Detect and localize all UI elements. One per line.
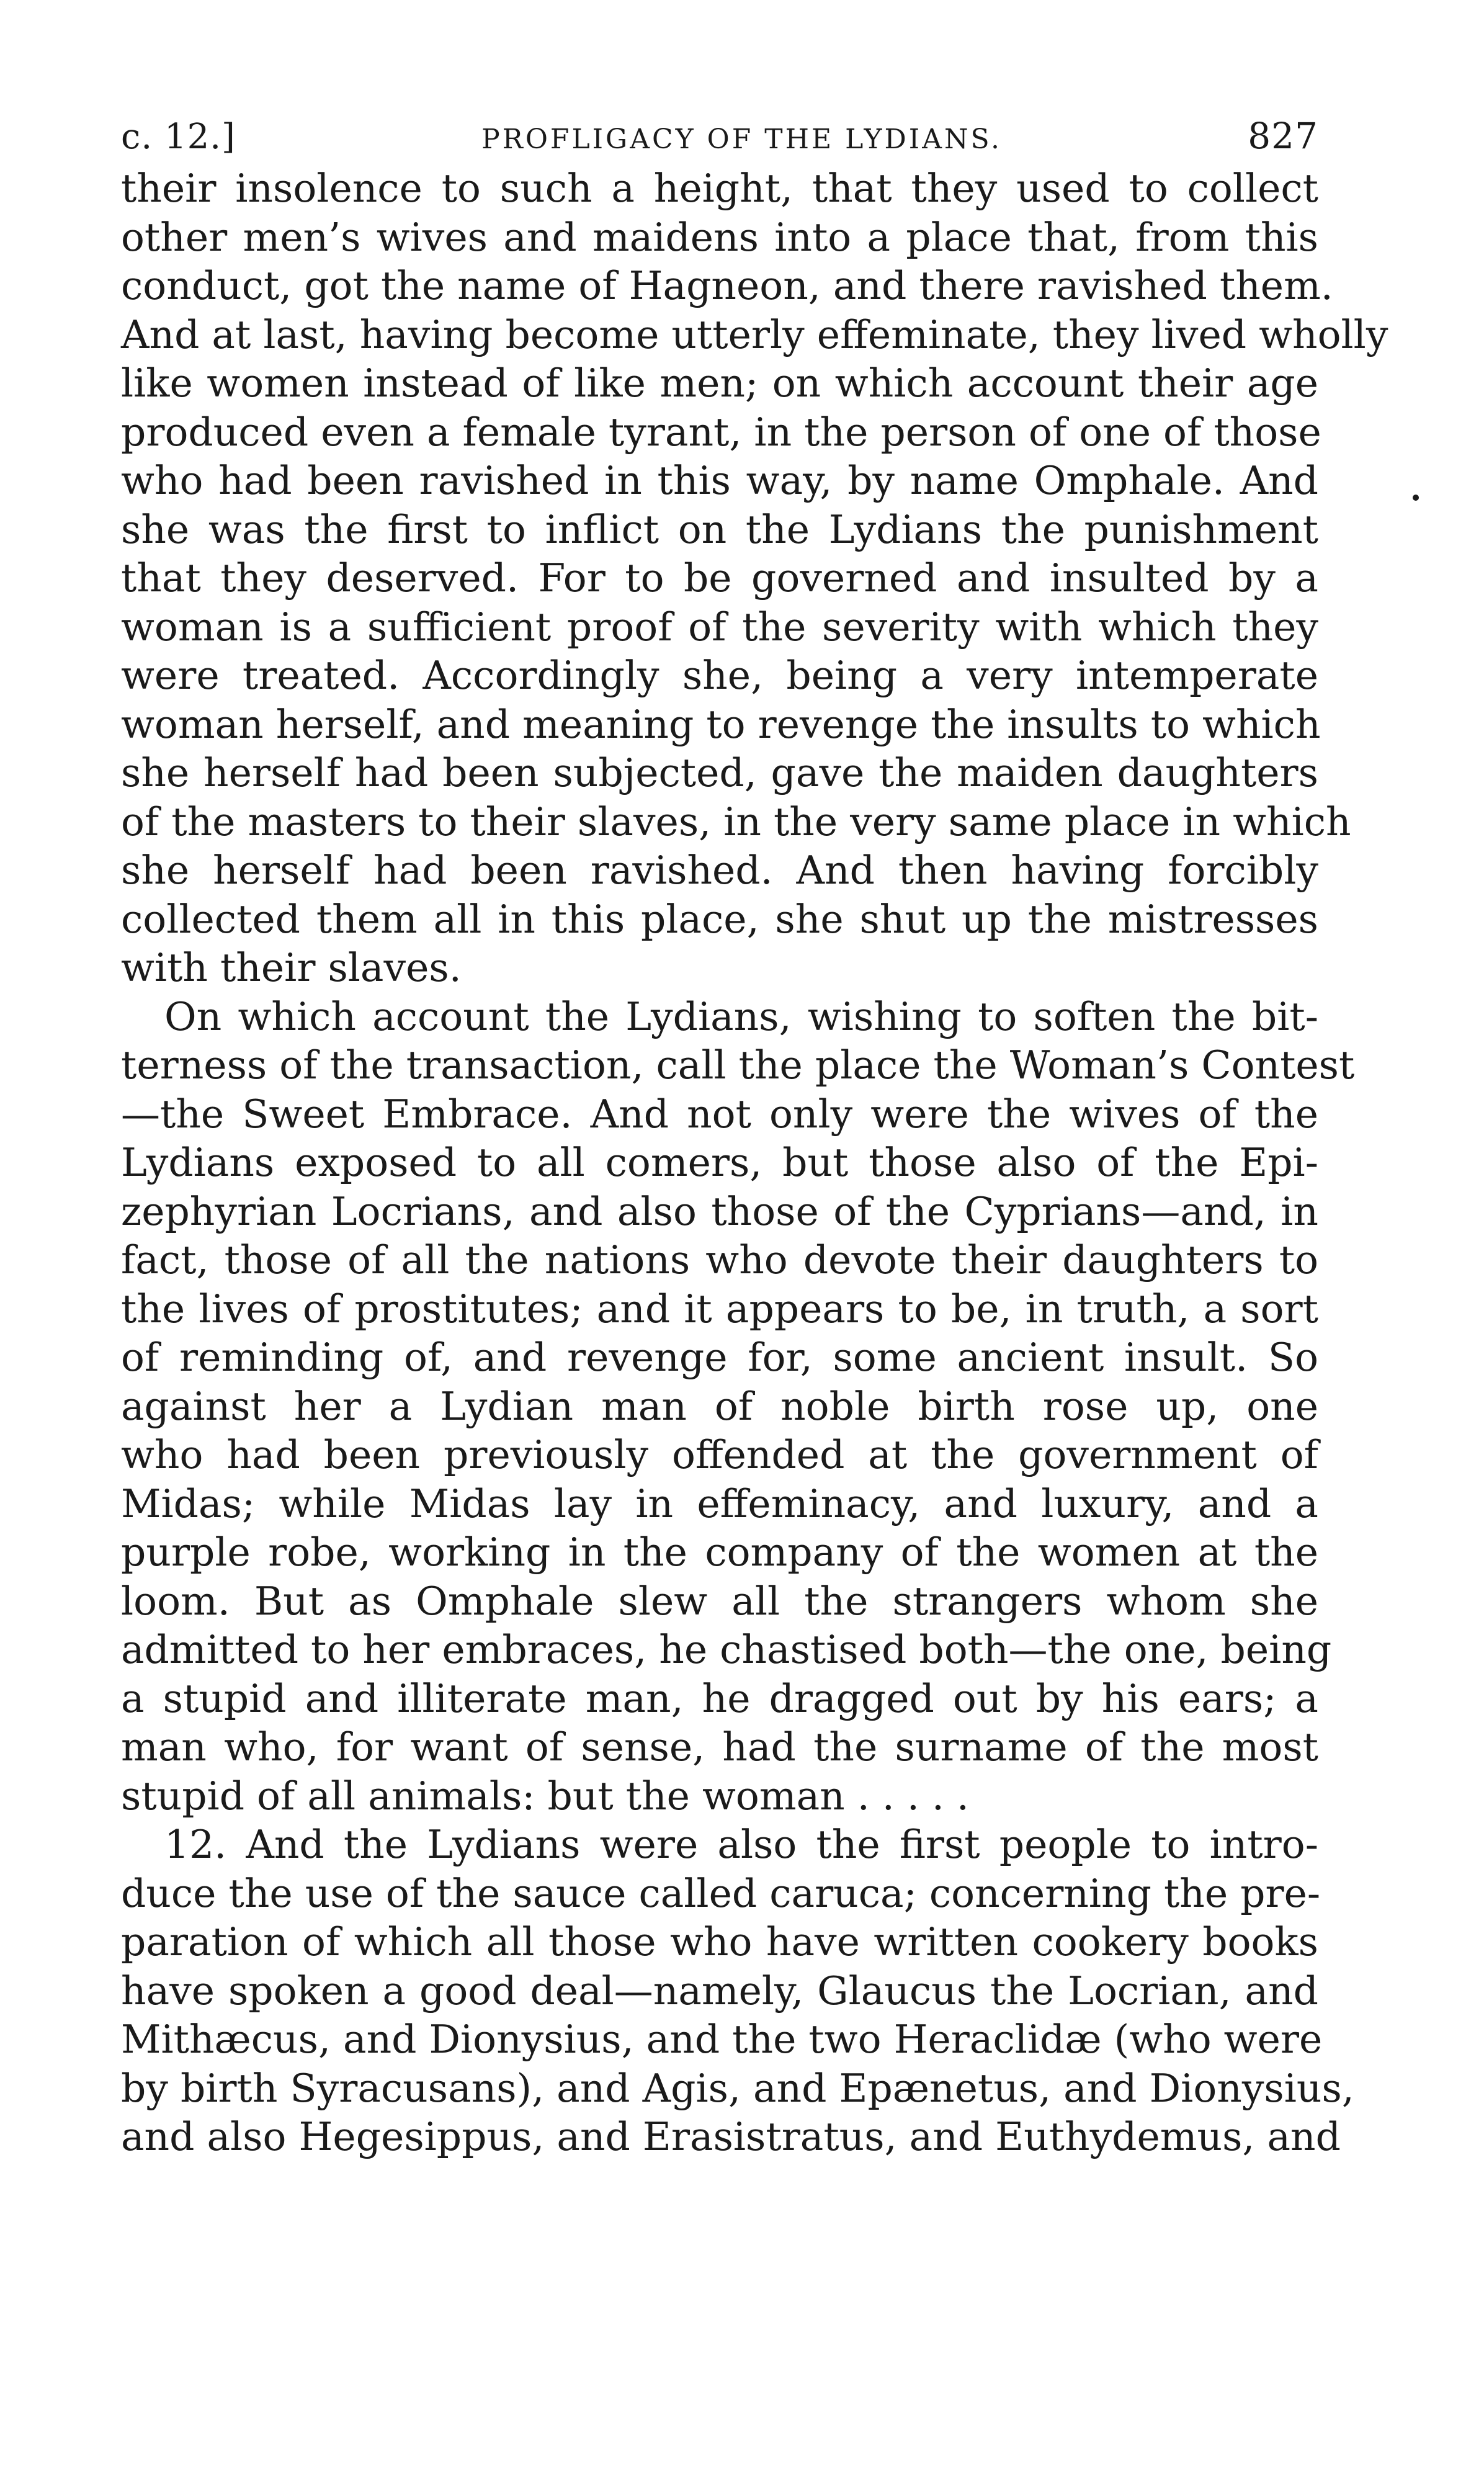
text-line: other men’s wives and maidens into a place that, from this	[121, 214, 1318, 260]
text-line: by birth Syracusans), and Agis, and Epænetus, and Dionysius,	[121, 2065, 1354, 2111]
text-line: stupid of all animals: but the woman . . . . .	[121, 1773, 969, 1819]
text-line: purple robe, working in the company of the women at the	[121, 1530, 1318, 1575]
text-line: collected them all in this place, she shut up the mistresses	[121, 896, 1318, 942]
text-line: zephyrian Locrians, and also those of the Cyprians—and, in	[121, 1188, 1318, 1234]
text-line: that they deserved. For to be governed and insulted by a	[121, 555, 1318, 601]
text-line: their insolence to such a height, that they used to collect	[121, 166, 1318, 211]
text-line: who had been ravished in this way, by name Omphale. And	[121, 458, 1318, 503]
text-line: who had been previously offended at the government of	[121, 1432, 1318, 1477]
text-line: of the masters to their slaves, in the very same place in which	[121, 799, 1351, 845]
text-line: the lives of prostitutes; and it appears to be, in truth, a sort	[121, 1286, 1318, 1332]
text-line: were treated. Accordingly she, being a very intemperate	[121, 653, 1318, 698]
text-line: —the Sweet Embrace. And not only were the wives of the	[121, 1091, 1318, 1137]
paragraph	[121, 164, 1388, 993]
text-line: fact, those of all the nations who devote their daughters to	[121, 1237, 1318, 1283]
text-line: duce the use of the sauce called caruca; concerning the pre-	[121, 1870, 1321, 1916]
text-line: like women instead of like men; on which account their age	[121, 361, 1318, 406]
paragraph	[121, 993, 1355, 1821]
running-title: PROFLIGACY OF THE LYDIANS.	[481, 123, 1003, 155]
text-line: produced even a female tyrant, in the person of one of those	[121, 409, 1321, 455]
paragraph	[121, 1821, 1354, 2162]
text-line: against her a Lydian man of noble birth rose up, one	[121, 1383, 1318, 1429]
text-line: and also Hegesippus, and Erasistratus, and Euthydemus, and	[121, 2114, 1341, 2159]
text-line: admitted to her embraces, he chastised both—the one, being	[121, 1627, 1332, 1672]
text-line: she was the first to inflict on the Lydians the punishment	[121, 506, 1318, 552]
text-line: paration of which all those who have written cookery books	[121, 1919, 1318, 1965]
book-page	[121, 115, 1388, 2162]
text-line: And at last, having become utterly effeminate, they lived wholly	[121, 311, 1388, 357]
margin-speck	[1413, 495, 1419, 501]
text-line: terness of the transaction, call the place the Woman’s Contest	[121, 1042, 1355, 1088]
chapter-reference: c. 12.]	[121, 117, 236, 157]
text-line: she herself had been subjected, gave the maiden daughters	[121, 750, 1318, 795]
text-line: conduct, got the name of Hagneon, and there ravished them.	[121, 263, 1333, 308]
text-line: of reminding of, and revenge for, some ancient insult. So	[121, 1335, 1318, 1380]
text-line: woman is a sufficient proof of the severity with which they	[121, 604, 1318, 650]
text-line: On which account the Lydians, wishing to soften the bit-	[164, 993, 1318, 1039]
text-line: Mithæcus, and Dionysius, and the two Heraclidæ (who were	[121, 2017, 1323, 2062]
body-text	[121, 164, 1388, 2162]
text-line: 12. And the Lydians were also the first people to intro-	[164, 1822, 1318, 1867]
text-line: she herself had been ravished. And then having forcibly	[121, 848, 1318, 893]
text-line: with their slaves.	[121, 945, 462, 990]
text-line: have spoken a good deal—namely, Glaucus the Locrian, and	[121, 1968, 1318, 2014]
running-header	[121, 115, 1318, 164]
text-line: a stupid and illiterate man, he dragged out by his ears; a	[121, 1675, 1318, 1721]
text-line: man who, for want of sense, had the surname of the most	[121, 1724, 1318, 1770]
text-line: Lydians exposed to all comers, but those also of the Epi-	[121, 1140, 1318, 1185]
text-line: Midas; while Midas lay in effeminacy, and luxury, and a	[121, 1481, 1318, 1526]
page-number: 827	[1248, 115, 1318, 157]
text-line: woman herself, and meaning to revenge the insults to which	[121, 701, 1321, 747]
text-line: loom. But as Omphale slew all the strangers whom she	[121, 1578, 1318, 1624]
